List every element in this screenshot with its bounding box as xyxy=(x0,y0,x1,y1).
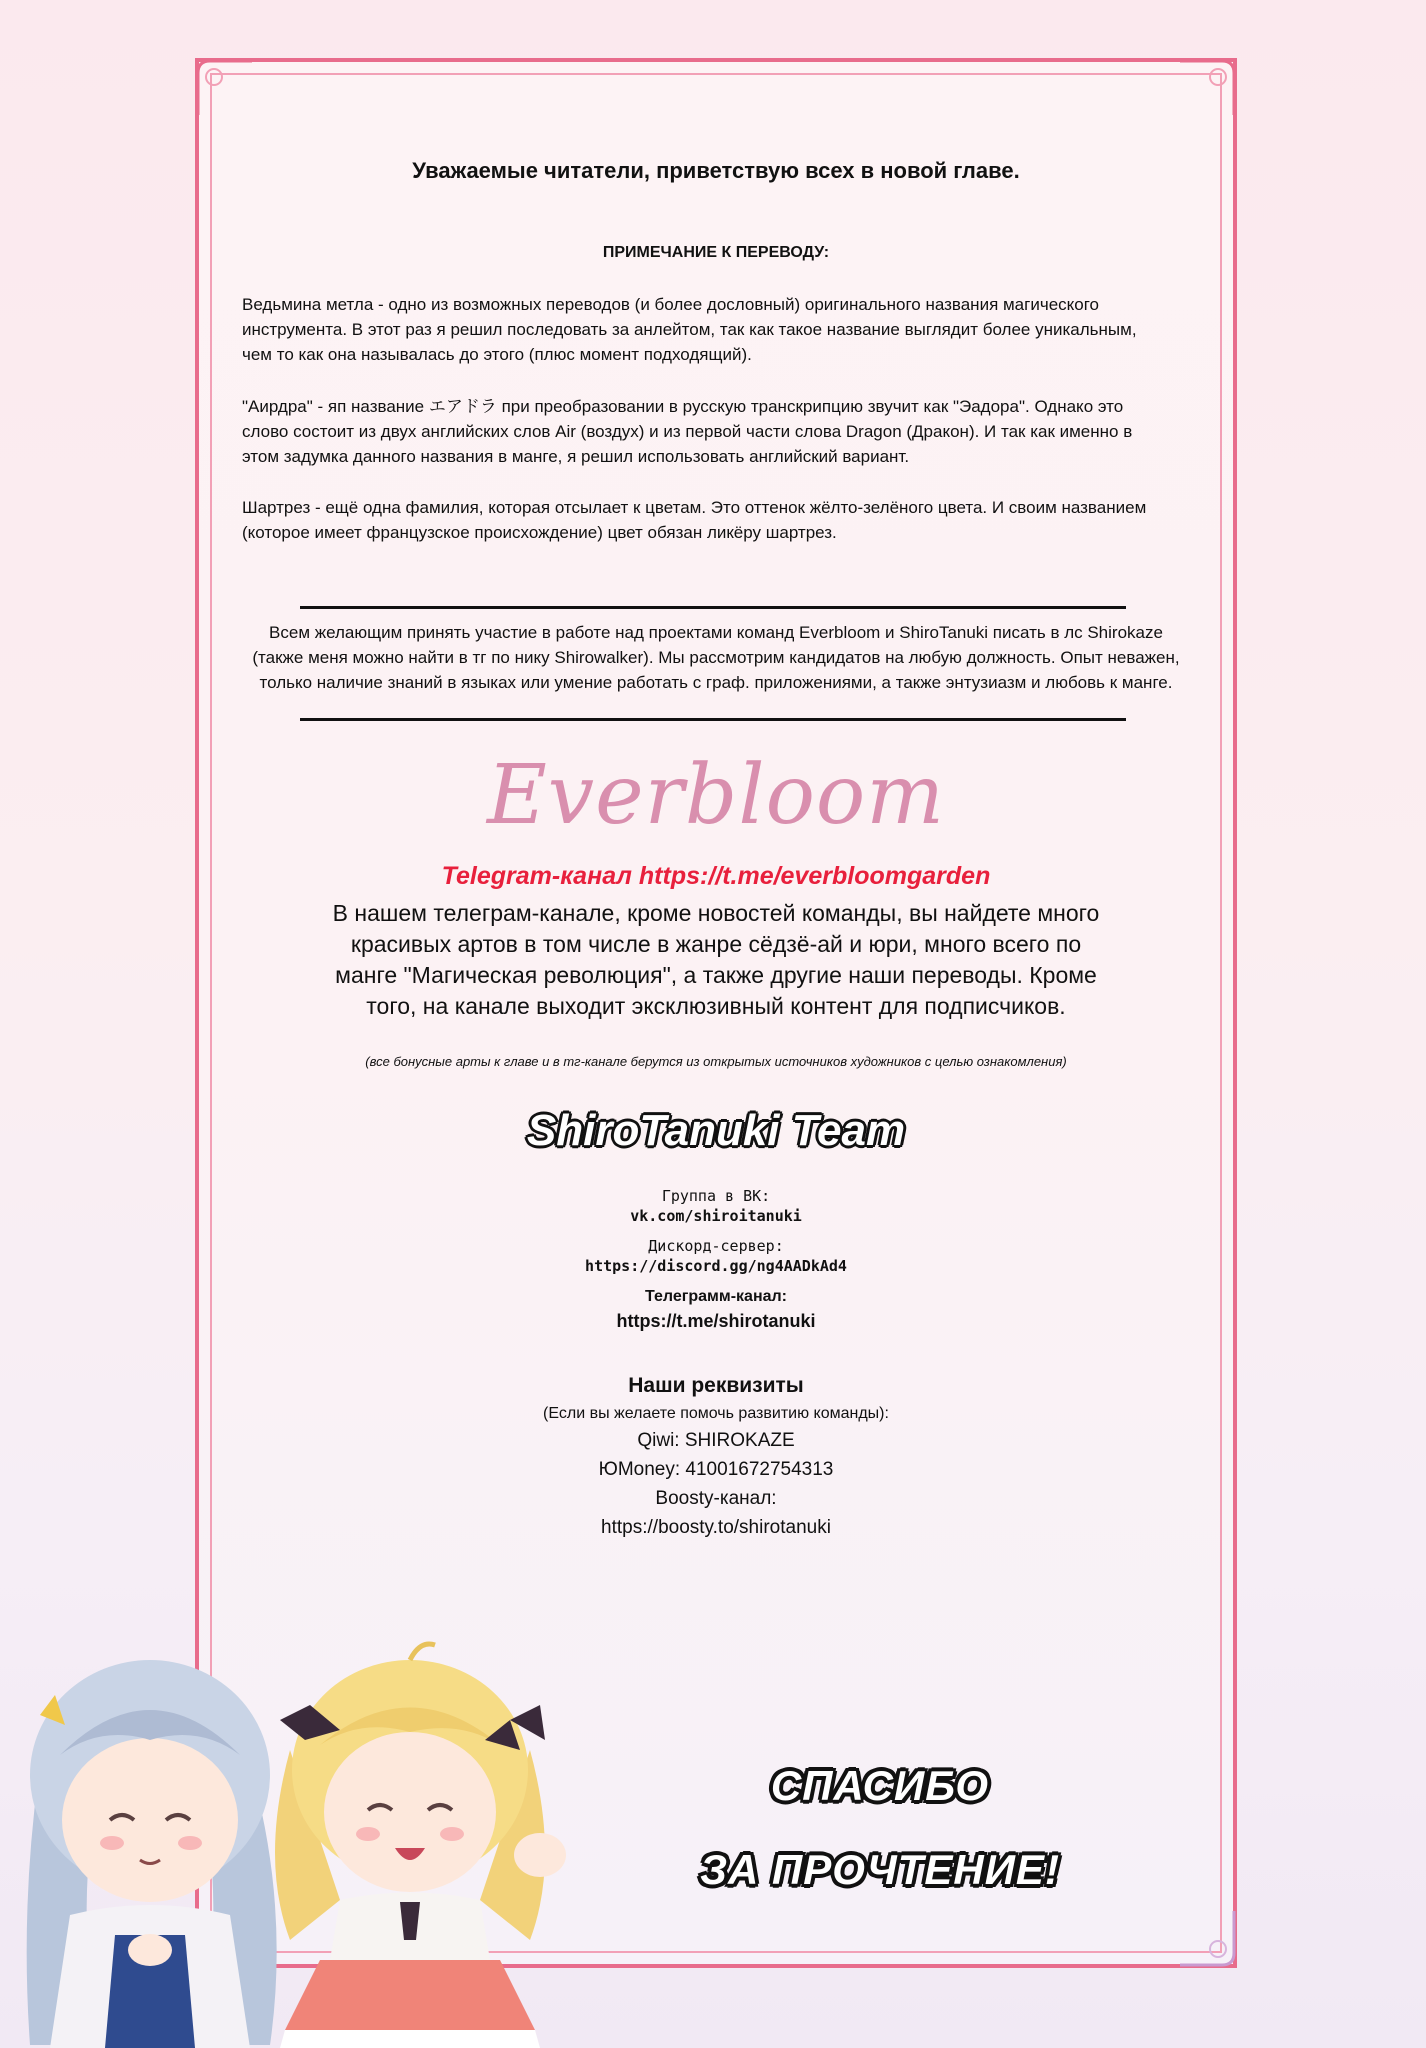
donation-title: Наши реквизиты xyxy=(628,1374,804,1397)
text-line: только наличие знаний в языках или умение работать с граф. приложениями, а также энтузиазм и любовь к манге. xyxy=(259,673,1173,692)
translation-note-title: ПРИМЕЧАНИЕ К ПЕРЕВОДУ: xyxy=(602,244,830,261)
everbloom-telegram-link[interactable]: Telegram-канал https://t.me/everbloomgarden xyxy=(441,862,991,890)
shirotanuki-team-logo: ShiroTanuki Team xyxy=(526,1106,906,1155)
donation-subtitle: (Если вы желаете помочь развитию команды): xyxy=(543,1405,889,1422)
corner-ornament-icon xyxy=(190,53,260,123)
greeting: Уважаемые читатели, приветствую всех в новой главе. xyxy=(412,158,1020,183)
text-line: (также меня можно найти в тг по нику Shirowalker). Мы рассмотрим кандидатов на любую должность. Опыт неважен, xyxy=(252,648,1180,667)
vk-link[interactable]: vk.com/shiroitanuki xyxy=(630,1207,802,1225)
recruit-text xyxy=(230,620,1202,695)
text-line: инструмента. В этот раз я решил последовать за анлейтом, так как такое название выглядит более уникальным, xyxy=(242,320,1137,339)
text-line: слово состоит из двух английских слов Air (воздух) и из первой части слова Dragon (Дракон). И так как именно в xyxy=(242,422,1133,441)
text-line: Шартрез - ещё одна фамилия, которая отсылает к цветам. Это оттенок жёлто-зелёного цвета. И своим названием xyxy=(242,498,1147,517)
bonus-note: (все бонусные арты к главе и в тг-канале берутся из открытых источников художников с целью ознакомления) xyxy=(365,1054,1067,1069)
text-line: "Аирдра" - яп название エアドラ при преобразовании в русскую транскрипцию звучит как "Эадора". Однако это xyxy=(242,397,1124,416)
note-paragraph-1 xyxy=(242,292,1182,367)
everbloom-description xyxy=(290,898,1142,1022)
divider xyxy=(300,606,1126,609)
chibi-blonde-girl-illustration xyxy=(250,1640,580,2048)
yoomoney-account: ЮMoney: 41001672754313 xyxy=(598,1459,834,1480)
text-line: (которое имеет французское происхождение) цвет обязан ликёру шартрез. xyxy=(242,523,837,542)
corner-ornament-icon xyxy=(1172,1903,1242,1973)
text-line: этом задумка данного названия в манге, я решил использовать английский вариант. xyxy=(242,447,910,466)
divider xyxy=(300,718,1126,721)
thanks-line-1: СПАСИБО xyxy=(770,1762,990,1809)
shirotanuki-links xyxy=(230,1186,1202,1334)
text-line: В нашем телеграм-канале, кроме новостей команды, вы найдете много xyxy=(332,900,1100,926)
corner-ornament-icon xyxy=(1172,53,1242,123)
text-line: красивых артов в том числе в жанре сёдзё-ай и юри, много всего по xyxy=(350,931,1082,957)
boosty-label: Boosty-канал: xyxy=(655,1488,777,1509)
note-paragraph-3 xyxy=(242,495,1182,545)
thanks-line-2: ЗА ПРОЧТЕНИЕ! xyxy=(700,1846,1060,1893)
vk-label: Группа в ВК: xyxy=(661,1187,771,1205)
telegram-link[interactable]: https://t.me/shirotanuki xyxy=(616,1311,816,1331)
qiwi-account: Qiwi: SHIROKAZE xyxy=(637,1430,795,1451)
text-line: Всем желающим принять участие в работе над проектами команд Everbloom и ShiroTanuki писать в лс Shirokaze xyxy=(269,623,1163,642)
everbloom-logo: Everbloom xyxy=(486,748,946,843)
discord-link[interactable]: https://discord.gg/ng4AADkAd4 xyxy=(585,1257,847,1275)
discord-label: Дискорд-сервер: xyxy=(648,1237,784,1255)
note-paragraph-2 xyxy=(242,394,1182,469)
text-line: Ведьмина метла - одно из возможных переводов (и более дословный) оригинального названия магического xyxy=(242,295,1100,314)
telegram-label: Телеграмм-канал: xyxy=(644,1288,788,1305)
boosty-link[interactable]: https://boosty.to/shirotanuki xyxy=(601,1517,831,1538)
text-line: чем то как она называлась до этого (плюс момент подходящий). xyxy=(242,345,752,364)
text-line: манге "Магическая революция", а также другие наши переводы. Кроме xyxy=(335,962,1097,988)
donation-details xyxy=(230,1370,1202,1542)
text-line: того, на канале выходит эксклюзивный контент для подписчиков. xyxy=(366,993,1066,1019)
